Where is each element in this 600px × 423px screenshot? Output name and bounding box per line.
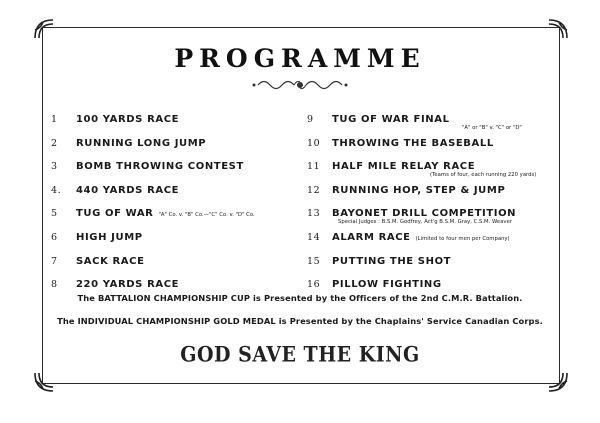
event-number: 9: [307, 114, 314, 125]
corner-flourish-icon: [547, 18, 569, 40]
event-name: RUNNING HOP, STEP & JUMP: [332, 184, 506, 196]
event-item: [51, 159, 301, 183]
event-name: BAYONET DRILL COMPETITION: [332, 208, 517, 220]
event-number: 6: [51, 231, 58, 243]
corner-flourish-icon: [33, 18, 55, 40]
event-name: 220 YARDS RACE: [76, 279, 180, 291]
event-name: SACK RACE: [76, 255, 145, 267]
battalion-cup-statement: The BATTALION CHAMPIONSHIP CUP is Presented by the Officers of the 2nd C.M.R. Battalion.: [77, 293, 523, 303]
event-name: 100 YARDS RACE: [76, 114, 180, 125]
page-title: PROGRAMME: [174, 44, 426, 73]
event-item: [51, 183, 301, 207]
event-item: [308, 230, 553, 254]
corner-flourish-icon: [547, 371, 569, 393]
event-number: 8: [51, 279, 58, 291]
event-name: PILLOW FIGHTING: [332, 279, 442, 291]
event-item: [51, 206, 301, 230]
event-name: TUG OF WAR "A" Co. v. "B" Co.—"C" Co. v. "D" Co.: [76, 208, 255, 220]
corner-flourish-icon: [33, 371, 55, 393]
event-number: 15: [307, 255, 321, 267]
event-item: [308, 112, 553, 136]
event-number: 7: [51, 255, 58, 267]
event-number: 14: [307, 231, 321, 243]
event-number: 13: [307, 208, 321, 220]
event-number: 3: [51, 161, 58, 173]
event-number: 5: [51, 208, 58, 220]
scroll-ornament-icon: [250, 76, 350, 94]
event-name: PUTTING THE SHOT: [332, 255, 452, 267]
event-item: [308, 254, 553, 278]
event-item: [51, 254, 301, 278]
event-name: THROWING THE BASEBALL: [332, 137, 494, 149]
event-name: BOMB THROWING CONTEST: [76, 161, 244, 173]
event-subnote: "A" or "B" v. "C" or "D": [462, 125, 522, 131]
event-name: 440 YARDS RACE: [76, 184, 180, 196]
event-name: HALF MILE RELAY RACE: [332, 161, 476, 173]
event-item: [308, 183, 553, 207]
event-item: [51, 230, 301, 254]
event-item: [51, 136, 301, 160]
event-name: TUG OF WAR FINAL: [332, 114, 450, 125]
event-item: [308, 159, 553, 183]
event-item: [308, 206, 553, 230]
event-subnote: (Teams of four, each running 220 yards): [430, 172, 537, 179]
event-number: 2: [51, 137, 58, 149]
events-right-column: [308, 112, 553, 301]
event-item: [51, 112, 301, 136]
event-name: ALARM RACE (Limited to four men per Company): [332, 231, 510, 243]
event-number: 11: [307, 161, 321, 173]
gold-medal-statement: The INDIVIDUAL CHAMPIONSHIP GOLD MEDAL is Presented by the Chaplains' Service Canadian Corps.: [57, 316, 543, 326]
event-subnote: Special Judges : B.S.M. Godfrey, Act'g B.S.M. Gray, C.S.M. Weaver: [338, 219, 513, 226]
event-name: HIGH JUMP: [76, 231, 143, 243]
event-number: 12: [307, 184, 321, 196]
event-number: 16: [307, 279, 321, 291]
events-left-column: [51, 112, 301, 301]
event-note: (Limited to four men per Company): [415, 235, 510, 242]
event-number: 4.: [51, 184, 62, 196]
event-number: 1: [51, 114, 58, 125]
event-item: [308, 136, 553, 160]
event-number: 10: [307, 137, 321, 149]
event-note: "A" Co. v. "B" Co.—"C" Co. v. "D" Co.: [158, 212, 255, 219]
event-name: RUNNING LONG JUMP: [76, 137, 207, 149]
closing-motto: GOD SAVE THE KING: [180, 342, 420, 368]
